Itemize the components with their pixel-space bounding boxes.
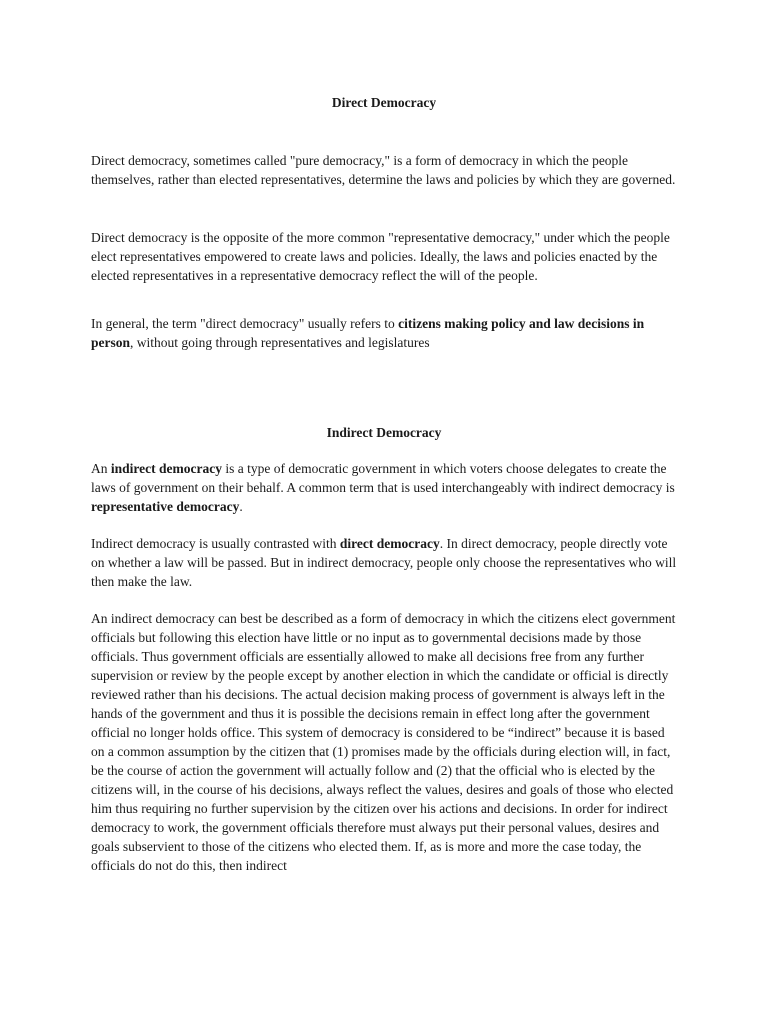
text-run: An bbox=[91, 461, 111, 476]
paragraph-indirect-3: An indirect democracy can best be described as a form of democracy in which the citizens elect government officials but following this election have little or no input as to governmental decisions made by those officials. Thus government officials are essentially allowed to make all decisions free from any further supervision or review by the people except by another election in which the candidate or official is directly reviewed rather than his decisions. The actual decision making process of government is always left in the hands of the government and thus it is possible the decisions remain in effect long after the government official no longer holds office. This system of democracy is considered to be “indirect” because it is based on a common assumption by the citizen that (1) promises made by the officials during election will, in fact, be the course of action the government will actually follow and (2) that the official who is elected by the citizens will, in the course of his decisions, always reflect the values, desires and goals of those who elected him thus requiring no further supervision by the citizen over his actions and decisions. In order for indirect democracy to work, the government officials therefore must always put their personal values, desires and goals subservient to those of the citizens who elected them. If, as is more and more the case today, the officials do not do this, then indirect bbox=[91, 611, 676, 873]
text-run: Indirect democracy is usually contrasted with bbox=[91, 536, 340, 551]
paragraph-direct-2: Direct democracy is the opposite of the more common "representative democracy," under which the people elect representatives empowered to create laws and policies. Ideally, the laws and policies enacted by the elected representatives in a representative democracy reflect the will of the people. bbox=[91, 230, 670, 283]
heading-direct-democracy: Direct Democracy bbox=[331, 95, 437, 110]
bold-text-run: indirect democracy bbox=[110, 461, 222, 476]
bold-text-run: representative democracy bbox=[91, 499, 240, 514]
bold-text-run: citizens making policy and law decisions in person bbox=[91, 316, 645, 350]
paragraph-direct-1: Direct democracy, sometimes called "pure democracy," is a form of democracy in which the people themselves, rather than elected representatives, determine the laws and policies by which they are governed. bbox=[91, 153, 676, 187]
text-run: is a type of democratic government in which voters choose delegates to create the laws of government on their behalf. A common term that is used interchangeably with indirect democracy is bbox=[91, 461, 675, 495]
paragraph-indirect-1 bbox=[91, 459, 681, 516]
text-run: In general, the term "direct democracy" usually refers to bbox=[91, 316, 399, 331]
text-run: . In direct democracy, people directly vote on whether a law will be passed. But in indirect democracy, people only choose the representatives who will then make the law. bbox=[91, 536, 677, 589]
text-run: . bbox=[239, 499, 243, 514]
paragraph-indirect-2 bbox=[91, 534, 681, 591]
bold-text-run: direct democracy bbox=[339, 536, 440, 551]
paragraph-direct-3 bbox=[91, 314, 681, 352]
heading-indirect-democracy: Indirect Democracy bbox=[326, 425, 442, 440]
text-run: , without going through representatives and legislatures bbox=[130, 335, 430, 350]
